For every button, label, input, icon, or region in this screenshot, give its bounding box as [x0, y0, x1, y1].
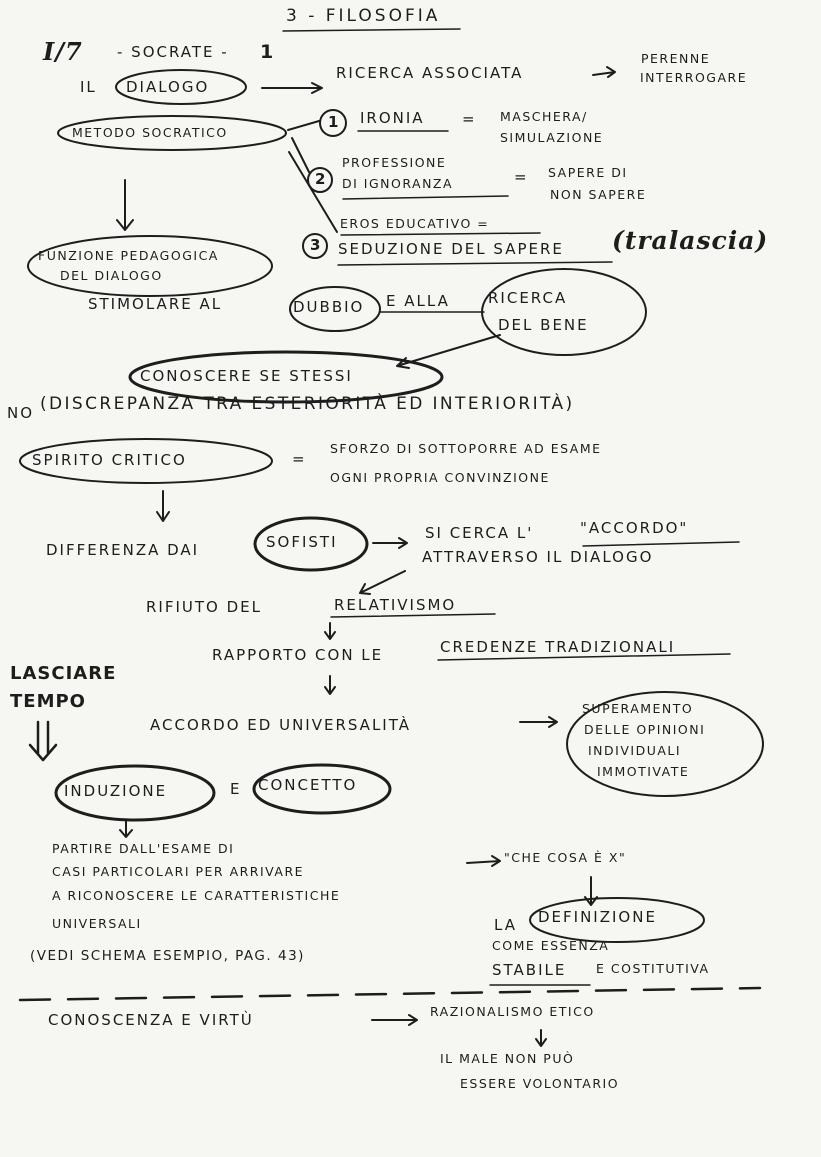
method-num-2: 2 — [315, 170, 328, 188]
concetto-label: CONCETTO — [258, 776, 358, 794]
e-label: E — [230, 780, 242, 798]
simulazione-label: SIMULAZIONE — [500, 130, 604, 145]
funzione-line-2: DEL DIALOGO — [60, 268, 163, 283]
funzione-line-1: FUNZIONE PEDAGOGICA — [38, 248, 219, 263]
ricerca-line-1: RICERCA — [488, 289, 568, 307]
differenza-label: DIFFERENZA DAI — [46, 541, 200, 559]
rifiuto-label: RIFIUTO DEL — [146, 598, 262, 616]
la-label: LA — [494, 916, 517, 934]
spirito-def-1: SFORZO DI SOTTOPORRE AD ESAME — [330, 441, 602, 456]
method-num-3: 3 — [310, 236, 323, 254]
sapere-di: SAPERE DI — [548, 165, 628, 180]
sofisti-label: SOFISTI — [266, 533, 338, 551]
spirito-eq: = — [292, 450, 307, 468]
partire-line-1: PARTIRE DALL'ESAME DI — [52, 841, 235, 856]
superamento-4: IMMOTIVATE — [597, 764, 690, 779]
ricerca-associata: RICERCA ASSOCIATA — [336, 64, 524, 82]
partire-line-3: A RICONOSCERE LE CARATTERISTICHE — [52, 888, 341, 903]
no-label: NO — [7, 404, 35, 422]
male-line-1: IL MALE NON PUÒ — [440, 1051, 575, 1066]
come-essenza: COME ESSENZA — [492, 938, 610, 953]
ironia-label: IRONIA — [360, 109, 425, 127]
attraverso-label: ATTRAVERSO IL DIALOGO — [422, 548, 654, 566]
lasciare-label: LASCIARE — [10, 663, 117, 684]
non-sapere: NON SAPERE — [550, 187, 647, 202]
tralascia-note: (tralascia) — [612, 226, 769, 255]
perenne-label: PERENNE — [641, 51, 711, 66]
dubbio-label: DUBBIO — [293, 298, 365, 316]
costitutiva-label: E COSTITUTIVA — [596, 961, 710, 976]
superamento-3: INDIVIDUALI — [588, 743, 682, 758]
definizione-label: DEFINIZIONE — [538, 908, 657, 926]
stimolare-label: STIMOLARE AL — [88, 295, 223, 313]
lesson-number: I/7 — [43, 37, 83, 66]
superamento-1: SUPERAMENTO — [582, 701, 694, 716]
ricerca-line-2: DEL BENE — [498, 316, 589, 334]
vedi-schema: (VEDI SCHEMA ESEMPIO, PAG. 43) — [30, 948, 305, 964]
spirito-label: SPIRITO CRITICO — [32, 451, 187, 469]
ignoranza-eq: = — [514, 168, 529, 186]
rapporto-label: RAPPORTO CON LE — [212, 646, 384, 664]
superamento-2: DELLE OPINIONI — [584, 722, 706, 737]
maschera-label: MASCHERA/ — [500, 109, 588, 124]
dialogo-label: DIALOGO — [126, 78, 210, 96]
spirito-def-2: OGNI PROPRIA CONVINZIONE — [330, 470, 550, 485]
relativismo-label: RELATIVISMO — [334, 596, 457, 614]
il-label: IL — [80, 78, 97, 96]
topic-number: 1 — [260, 41, 276, 63]
ricerca-oval — [482, 269, 646, 355]
tempo-label: TEMPO — [10, 691, 86, 712]
eros-label: EROS EDUCATIVO = — [340, 216, 490, 231]
induzione-label: INDUZIONE — [64, 782, 168, 800]
method-num-1: 1 — [328, 113, 341, 131]
ironia-eq: = — [462, 110, 477, 128]
interrogare-label: INTERROGARE — [640, 70, 748, 85]
topic-title: - SOCRATE - — [117, 43, 229, 61]
conoscenza-label: CONOSCENZA E VIRTÙ — [48, 1011, 254, 1029]
discrepanza-text: (DISCREPANZA TRA ESTERIORITÀ ED INTERIORITÀ) — [40, 394, 575, 414]
razionalismo-label: RAZIONALISMO ETICO — [430, 1004, 595, 1019]
male-line-2: ESSERE VOLONTARIO — [460, 1076, 620, 1091]
professione-label: PROFESSIONE — [342, 155, 447, 170]
accordo-label: "ACCORDO" — [580, 519, 689, 537]
stabile-label: STABILE — [492, 961, 567, 979]
che-cosa-label: "CHE COSA È X" — [504, 850, 627, 865]
credenze-label: CREDENZE TRADIZIONALI — [440, 638, 676, 656]
accordo-univ-label: ACCORDO ED UNIVERSALITÀ — [150, 716, 411, 734]
ignoranza-label: DI IGNORANZA — [342, 176, 454, 191]
conoscere-label: CONOSCERE SE STESSI — [140, 367, 353, 385]
si-cerca-label: SI CERCA L' — [425, 524, 534, 542]
metodo-label: METODO SOCRATICO — [72, 125, 228, 140]
partire-line-4: UNIVERSALI — [52, 916, 142, 931]
partire-line-2: CASI PARTICOLARI PER ARRIVARE — [52, 864, 305, 879]
funzione-oval — [28, 236, 272, 296]
seduzione-label: SEDUZIONE DEL SAPERE — [338, 240, 564, 258]
header-title: 3 - FILOSOFIA — [286, 6, 441, 26]
e-alla-label: E ALLA — [386, 292, 450, 310]
